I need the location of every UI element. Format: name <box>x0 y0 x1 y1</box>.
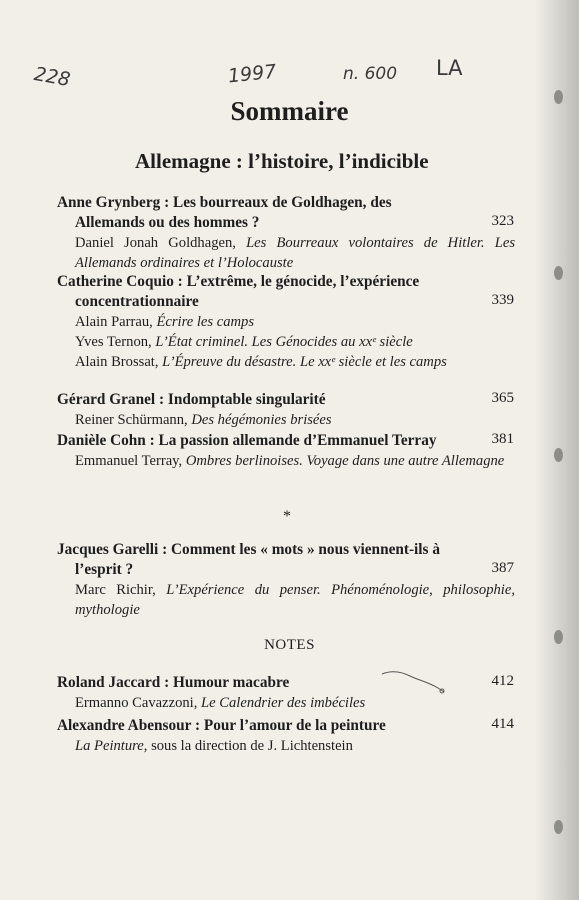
toc-entry[interactable] <box>57 390 515 430</box>
toc-entry[interactable] <box>57 193 515 273</box>
page-number: 414 <box>491 716 514 732</box>
binding-hole <box>554 448 563 462</box>
entry-reference: Reiner Schürmann, Des hégémonies brisées <box>75 412 332 428</box>
page-number: 323 <box>491 213 514 229</box>
entry-heading: Catherine Coquio : L’extrême, le génocide, l’expérience <box>57 273 420 290</box>
entry-reference: Ermanno Cavazzoni, Le Calendrier des imbéciles <box>75 695 366 711</box>
entry-heading-cont: l’esprit ? <box>75 561 134 578</box>
entry-heading-cont: Allemands ou des hommes ? <box>75 214 260 231</box>
handwritten-initials: LA <box>436 56 463 80</box>
entry-heading: Alexandre Abensour : Pour l’amour de la peinture <box>57 717 386 734</box>
entry-reference: Daniel Jonah Goldhagen, Les Bourreaux volontaires de Hitler. Les Allemands ordinaires et l’Holocauste <box>75 235 515 271</box>
toc-entry[interactable] <box>57 540 515 620</box>
entry-reference: Alain Parrau, Écrire les camps <box>75 314 255 330</box>
separator-asterisk: * <box>283 508 291 525</box>
page-number: 339 <box>491 292 514 308</box>
page-number: 412 <box>491 673 514 689</box>
binding-hole <box>554 820 563 834</box>
entry-heading: Gérard Granel : Indomptable singularité <box>57 391 326 408</box>
entry-reference: La Peinture, sous la direction de J. Lichtenstein <box>75 738 353 754</box>
entry-heading: Anne Grynberg : Les bourreaux de Goldhagen, des <box>57 194 392 211</box>
entry-reference: Marc Richir, L’Expérience du penser. Phénoménologie, philosophie, mythologie <box>75 582 515 618</box>
entry-heading-cont: concentrationnaire <box>75 293 199 310</box>
entry-reference: Yves Ternon, L’État criminel. Les Génocides au xxᵉ siècle <box>75 334 413 350</box>
page-number: 365 <box>491 390 514 406</box>
entry-reference: Alain Brossat, L’Épreuve du désastre. Le xxᵉ siècle et les camps <box>75 354 447 370</box>
pencil-squiggle-mark <box>380 668 450 696</box>
page-number: 387 <box>491 560 514 576</box>
handwritten-number: 228 <box>32 63 72 91</box>
toc-entry[interactable] <box>57 431 515 471</box>
page-title: Sommaire <box>230 96 349 126</box>
toc-entry[interactable] <box>57 272 515 372</box>
page-number: 381 <box>491 431 514 447</box>
handwritten-year: 1997 <box>226 60 278 88</box>
binding-hole <box>554 266 563 280</box>
handwritten-issue-number: n. 600 <box>343 64 398 84</box>
entry-heading: Danièle Cohn : La passion allemande d’Emmanuel Terray <box>57 432 437 449</box>
entry-heading: Jacques Garelli : Comment les « mots » nous viennent-ils à <box>57 541 440 558</box>
notes-entry[interactable] <box>57 716 515 756</box>
notes-heading: NOTES <box>264 637 315 653</box>
entry-heading: Roland Jaccard : Humour macabre <box>57 674 290 691</box>
section-heading: Allemagne : l’histoire, l’indicible <box>135 149 429 173</box>
entry-reference: Emmanuel Terray, Ombres berlinoises. Voyage dans une autre Allemagne <box>75 453 505 469</box>
